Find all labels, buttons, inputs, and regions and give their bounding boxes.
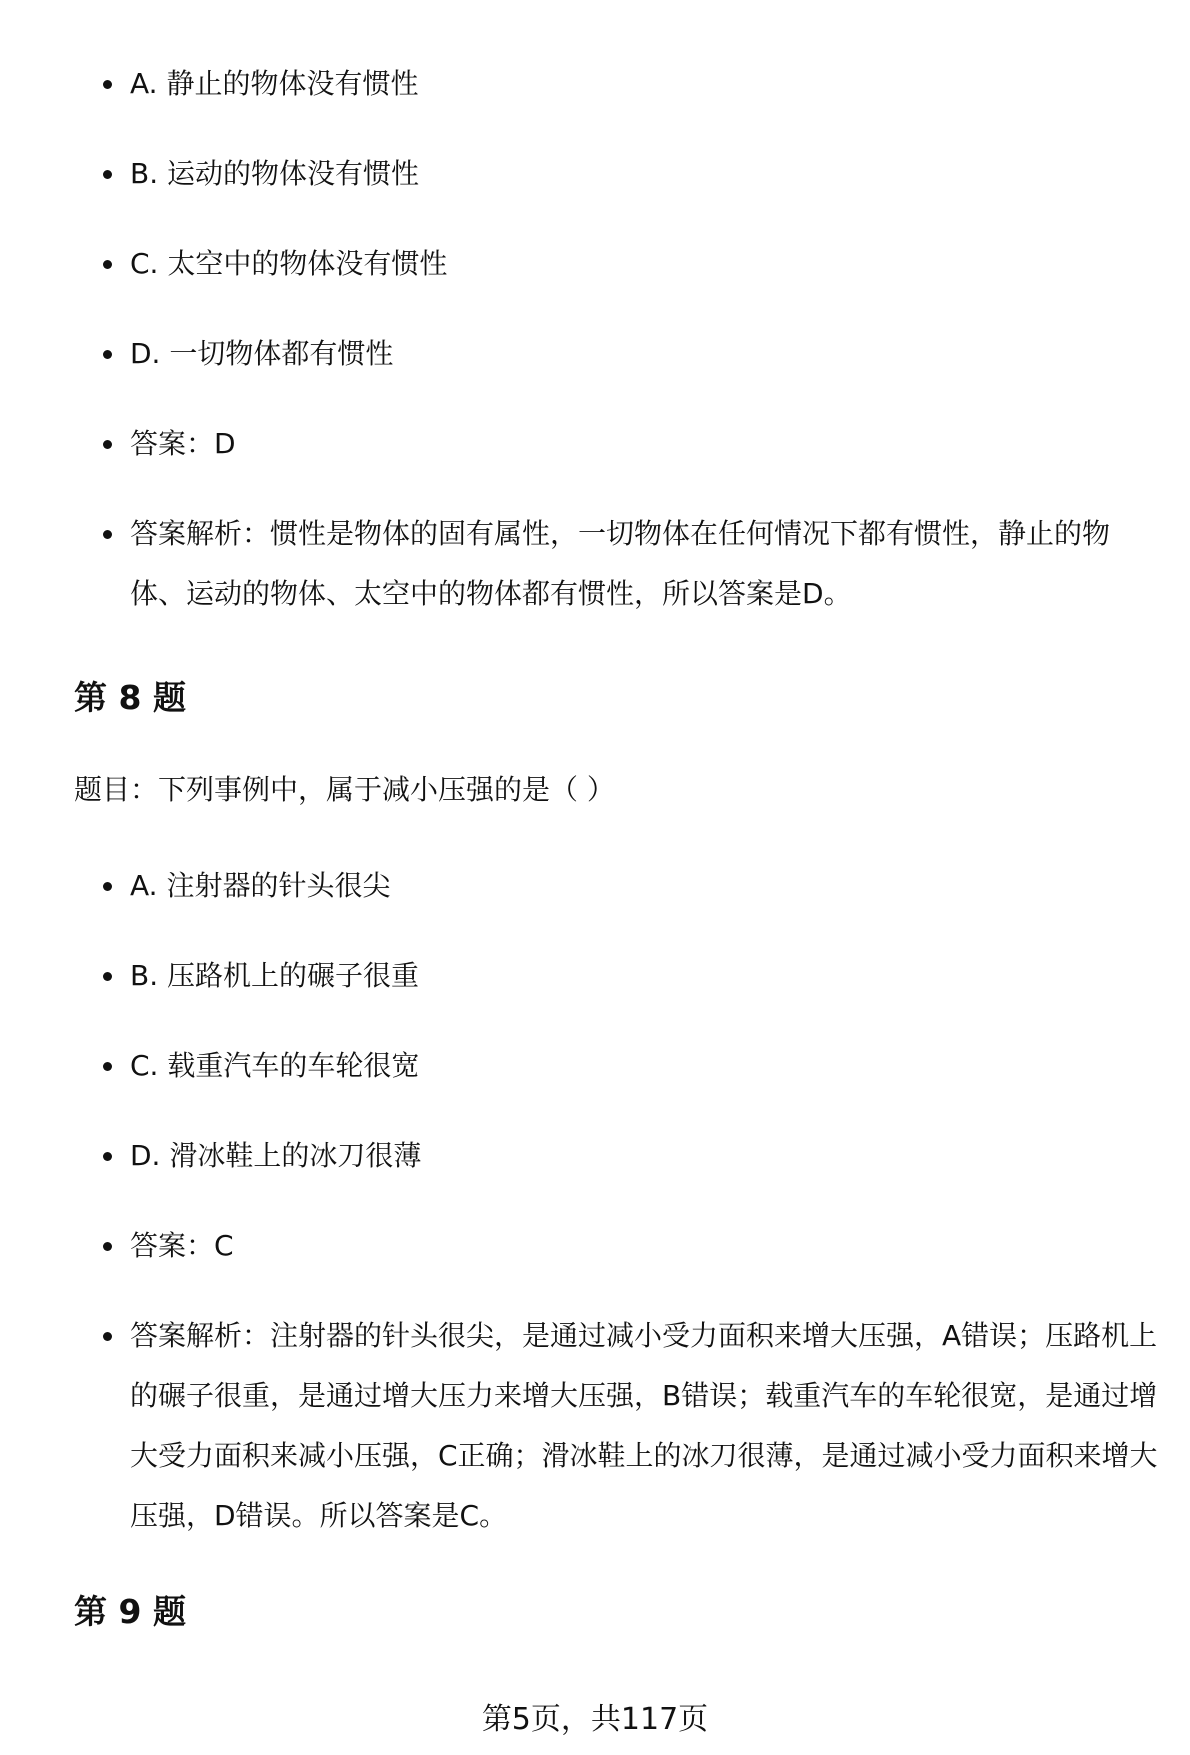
q8-option-d: D. 滑冰鞋上的冰刀很薄 [130, 1139, 422, 1172]
bullet-icon [103, 350, 112, 359]
list-item [0, 54, 1190, 114]
q8-option-b: B. 压路机上的碾子很重 [130, 959, 420, 992]
list-item [0, 1126, 1190, 1186]
bullet-icon [103, 882, 112, 891]
bullet-icon [103, 1332, 112, 1341]
list-item [0, 234, 1190, 294]
page-indicator: 第5页，共117页 [481, 1702, 709, 1737]
q7-option-a: A. 静止的物体没有惯性 [130, 67, 419, 100]
q8-stem: 题目：下列事例中，属于减小压强的是（ ） [74, 773, 615, 806]
q7-option-b: B. 运动的物体没有惯性 [130, 157, 420, 190]
bullet-icon [103, 440, 112, 449]
bullet-icon [103, 170, 112, 179]
q8-option-a: A. 注射器的针头很尖 [130, 869, 391, 902]
q9-heading: 第 9 题 [74, 1592, 186, 1631]
q8-answer: 答案：C [130, 1229, 234, 1262]
q7-answer: 答案：D [130, 427, 236, 460]
q7-option-c: C. 太空中的物体没有惯性 [130, 247, 448, 280]
bullet-icon [103, 530, 112, 539]
q7-option-list [0, 54, 1190, 654]
list-item [0, 504, 1190, 624]
q8-analysis: 答案解析：注射器的针头很尖，是通过减小受力面积来增大压强，A错误；压路机上的碾子很重，是通过增大压力来增大压强，B错误；载重汽车的车轮很宽，是通过增大受力面积来减小压强，C正确；滑冰鞋上的冰刀很薄，是通过减小受力面积来增大压强，D错误。所以答案是C。 [130, 1319, 1158, 1532]
list-item [0, 856, 1190, 916]
bullet-icon [103, 1062, 112, 1071]
q7-analysis: 答案解析：惯性是物体的固有属性，一切物体在任何情况下都有惯性，静止的物体、运动的物体、太空中的物体都有惯性，所以答案是D。 [130, 517, 1111, 610]
list-item [0, 144, 1190, 204]
q7-option-d: D. 一切物体都有惯性 [130, 337, 394, 370]
bullet-icon [103, 1242, 112, 1251]
list-item [0, 1036, 1190, 1096]
bullet-icon [103, 972, 112, 981]
q8-heading: 第 8 题 [74, 678, 186, 717]
list-item [0, 414, 1190, 474]
list-item [0, 1216, 1190, 1276]
bullet-icon [103, 260, 112, 269]
q8-option-c: C. 载重汽车的车轮很宽 [130, 1049, 420, 1082]
bullet-icon [103, 1152, 112, 1161]
list-item [0, 1306, 1190, 1546]
q8-option-list [0, 856, 1190, 1576]
bullet-icon [103, 80, 112, 89]
list-item [0, 324, 1190, 384]
list-item [0, 946, 1190, 1006]
